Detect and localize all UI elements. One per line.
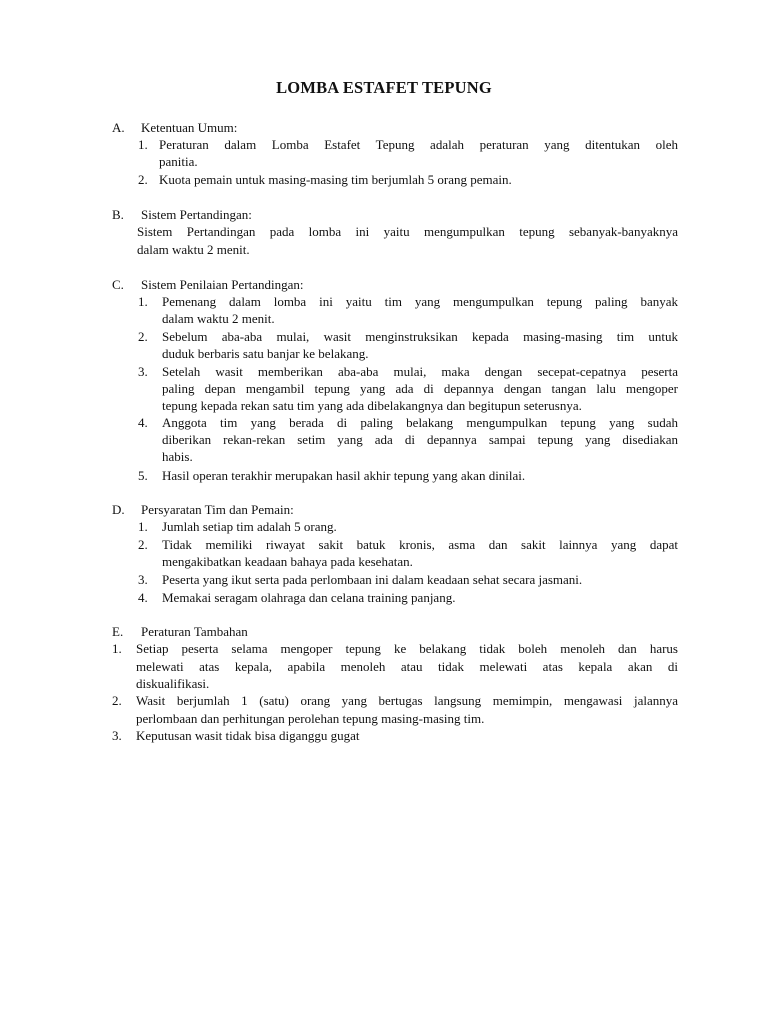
list-item-number: 5. <box>138 468 148 483</box>
list-item-text: Hasil operan terakhir merupakan hasil akhir tepung yang akan dinilai. <box>162 468 526 483</box>
list-item-number: 3. <box>112 728 122 743</box>
paragraph-text: dalam waktu 2 menit. <box>137 242 250 257</box>
list-item-text: habis. <box>162 449 193 464</box>
list-item-number: 2. <box>138 329 148 344</box>
list-item-text: Anggota tim yang berada di paling belakang mengumpulkan tepung yang sudah <box>162 415 678 430</box>
list-item-text: Memakai seragam olahraga dan celana training panjang. <box>162 590 456 605</box>
list-item-number: 2. <box>138 537 148 552</box>
list-item-number: 4. <box>138 415 148 430</box>
list-item-text: Peserta yang ikut serta pada perlombaan ini dalam keadaan sehat secara jasmani. <box>162 572 583 587</box>
list-item-text: diskualifikasi. <box>136 676 210 691</box>
list-item-text: Wasit berjumlah 1 (satu) orang yang bertugas langsung memimpin, mengawasi jalannya <box>136 693 678 708</box>
list-item-text: Pemenang dalam lomba ini yaitu tim yang mengumpulkan tepung paling banyak <box>162 294 678 309</box>
section-heading: Peraturan Tambahan <box>141 624 248 639</box>
list-item-text: Kuota pemain untuk masing-masing tim berjumlah 5 orang pemain. <box>159 172 512 187</box>
list-item-number: 2. <box>112 693 122 708</box>
section-heading: Ketentuan Umum: <box>141 120 238 135</box>
section-heading: Persyaratan Tim dan Pemain: <box>141 502 294 517</box>
section-heading: Sistem Pertandingan: <box>141 207 252 222</box>
section-heading: Sistem Penilaian Pertandingan: <box>141 277 304 292</box>
list-item-number: 1. <box>138 294 148 309</box>
section-letter: D. <box>112 502 125 517</box>
list-item-text: mengakibatkan keadaan bahaya pada kesehatan. <box>162 554 413 569</box>
list-item-text: Tidak memiliki riwayat sakit batuk kronis, asma dan sakit lainnya yang dapat <box>162 537 678 552</box>
list-item-text: paling depan mengambil tepung yang ada di depannya dengan tangan lalu mengoper <box>162 381 678 396</box>
section-letter: C. <box>112 277 124 292</box>
list-item-number: 2. <box>138 172 148 187</box>
page-title: LOMBA ESTAFET TEPUNG <box>276 78 492 97</box>
list-item-text: Jumlah setiap tim adalah 5 orang. <box>162 519 337 534</box>
list-item-text: panitia. <box>159 154 198 169</box>
paragraph-text: Sistem Pertandingan pada lomba ini yaitu mengumpulkan tepung sebanyak-banyaknya <box>137 224 678 239</box>
list-item-number: 1. <box>138 137 148 152</box>
list-item-text: perlombaan dan perhitungan perolehan tepung masing-masing tim. <box>136 711 485 726</box>
section-letter: A. <box>112 120 125 135</box>
list-item-text: tepung kepada rekan satu tim yang ada dibelakangnya dan begitupun seterusnya. <box>162 398 582 413</box>
section-letter: E. <box>112 624 124 639</box>
list-item-number: 3. <box>138 364 148 379</box>
list-item-number: 4. <box>138 590 148 605</box>
list-item-text: duduk berbaris satu banjar ke belakang. <box>162 346 369 361</box>
list-item-text: Sebelum aba-aba mulai, wasit menginstruksikan kepada masing-masing tim untuk <box>162 329 678 344</box>
section-letter: B. <box>112 207 124 222</box>
list-item-text: Keputusan wasit tidak bisa diganggu gugat <box>136 728 360 743</box>
list-item-text: Setiap peserta selama mengoper tepung ke belakang tidak boleh menoleh dan harus <box>136 641 678 656</box>
list-item-text: diberikan rekan-rekan setim yang ada di depannya sampai tepung yang disediakan <box>162 432 678 447</box>
list-item-number: 1. <box>112 641 122 656</box>
list-item-text: dalam waktu 2 menit. <box>162 311 275 326</box>
list-item-number: 1. <box>138 519 148 534</box>
list-item-text: Peraturan dalam Lomba Estafet Tepung adalah peraturan yang ditentukan oleh <box>159 137 678 152</box>
list-item-number: 3. <box>138 572 148 587</box>
list-item-text: melewati atas kepala, apabila menoleh atau tidak melewati atas kepala akan di <box>136 659 678 674</box>
list-item-text: Setelah wasit memberikan aba-aba mulai, maka dengan secepat-cepatnya peserta <box>162 364 678 379</box>
